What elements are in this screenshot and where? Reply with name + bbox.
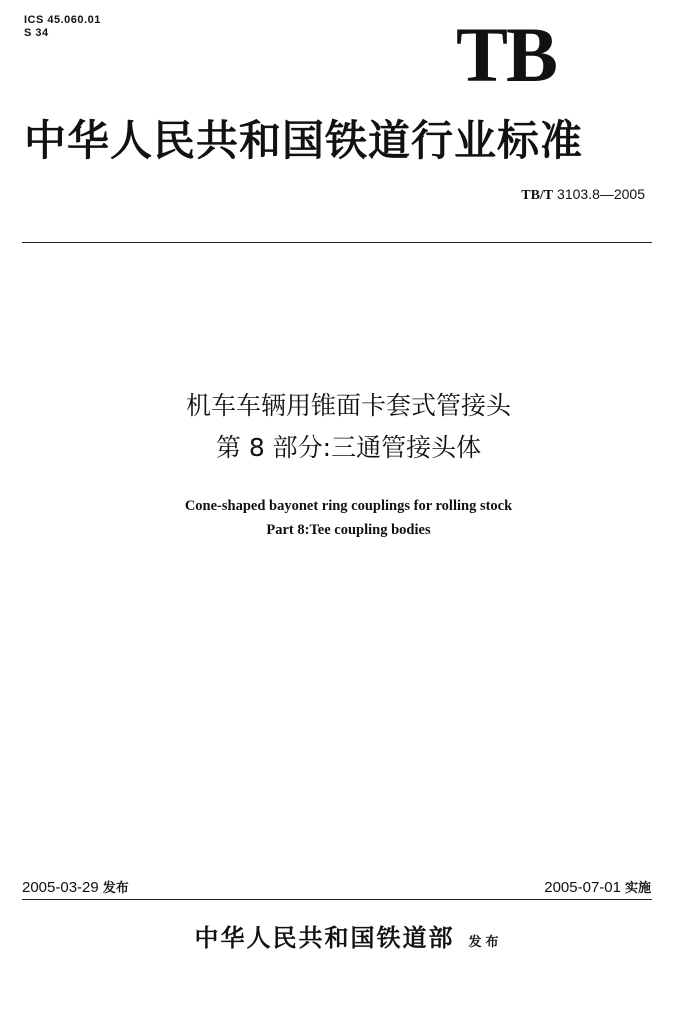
issue-date	[22, 878, 129, 899]
issue-date-value: 2005-03-29	[22, 879, 99, 896]
top-divider	[22, 242, 652, 243]
ics-code: ICS 45.060.01	[24, 14, 101, 26]
bottom-divider	[22, 899, 652, 900]
issuer-name: 中华人民共和国铁道部	[194, 923, 455, 952]
issuer-label: 发布	[468, 935, 503, 950]
en-title-line1: Cone-shaped bayonet ring couplings for rolling stock	[184, 498, 513, 514]
cn-title-line1: 机车车辆用锥面卡套式管接头	[185, 391, 511, 420]
issuer-line	[0, 922, 697, 959]
cn-title-line2: 第 8 部分:三通管接头体	[215, 433, 482, 462]
classification-codes	[24, 14, 101, 40]
org-title: 中华人民共和国铁道行业标准	[24, 116, 584, 165]
standard-prefix: TB/T	[521, 188, 554, 203]
effective-date-label: 实施	[624, 881, 651, 896]
tb-logo: TB	[456, 11, 557, 98]
issue-date-label: 发布	[102, 881, 129, 896]
standard-number-value: 3103.8—2005	[557, 186, 645, 202]
class-code: S 34	[24, 27, 49, 39]
en-title-line2: Part 8:Tee coupling bodies	[266, 522, 431, 538]
effective-date-value: 2005-07-01	[544, 879, 621, 896]
effective-date	[544, 878, 651, 899]
standard-number	[521, 185, 645, 205]
